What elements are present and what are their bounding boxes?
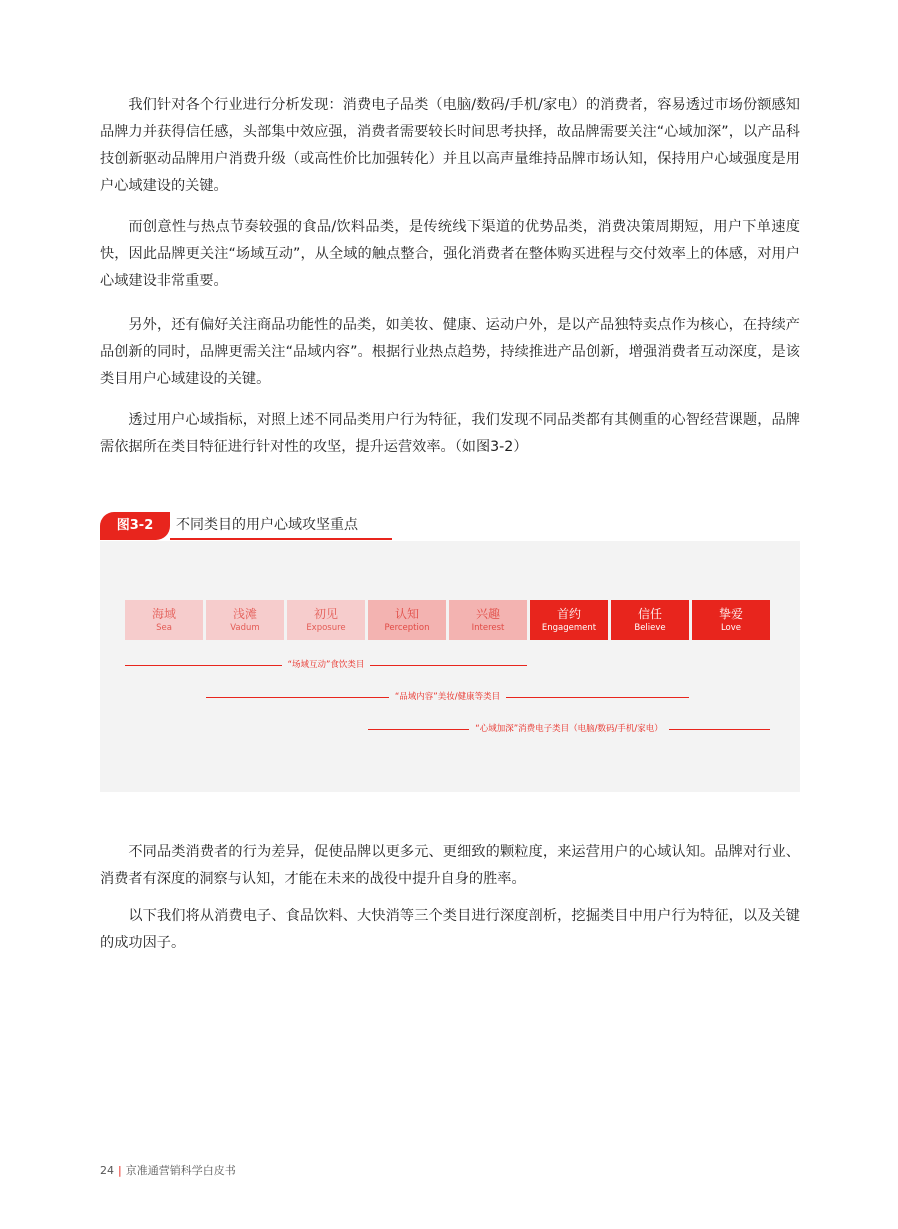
stage-en-label: Vadum [230, 623, 260, 633]
page-number: 24 [100, 1164, 114, 1177]
stage-vadum [206, 600, 284, 640]
scope-label-field-interaction: “场域互动”食饮类目 [287, 660, 365, 670]
footer-separator: | [118, 1164, 122, 1177]
figure-panel [100, 541, 800, 792]
stage-cn-label: 信任 [637, 607, 662, 621]
stage-cn-label: 认知 [394, 607, 419, 621]
stage-en-label: Perception [384, 623, 430, 633]
stage-en-label: Interest [471, 623, 505, 633]
stage-interest [449, 600, 527, 640]
stage-cn-label: 初见 [313, 607, 338, 621]
scope-line-mind-deepening-right [669, 729, 770, 730]
scope-line-field-interaction-right [370, 665, 527, 666]
stage-cn-label: 挚爱 [718, 607, 743, 621]
stage-engagement [530, 600, 608, 640]
scope-line-brand-content-right [506, 697, 689, 698]
figure-title-underline [170, 538, 392, 540]
page-footer [100, 1162, 236, 1178]
stage-perception [368, 600, 446, 640]
stage-exposure [287, 600, 365, 640]
stage-en-label: Exposure [306, 623, 346, 633]
body-paragraph-2: 而创意性与热点节奏较强的食品/饮料品类，是传统线下渠道的优势品类，消费决策周期短，用户下单速度快，因此品牌更关注“场域互动”，从全域的触点整合，强化消费者在整体购买进程与交付效率上的体感，对用户心域建设非常重要。 [100, 219, 800, 289]
figure-label: 图3-2 [100, 512, 170, 540]
stage-cn-label: 海域 [151, 607, 176, 621]
body-paragraph-5: 不同品类消费者的行为差异，促使品牌以更多元、更细致的颗粒度，来运营用户的心域认知。品牌对行业、消费者有深度的洞察与认知，才能在未来的战役中提升自身的胜率。 [100, 844, 800, 887]
scope-line-brand-content-left [206, 697, 389, 698]
scope-line-field-interaction-left [125, 665, 282, 666]
body-paragraph-6: 以下我们将从消费电子、食品饮料、大快消等三个类目进行深度剖析，挖掘类目中用户行为特征，以及关键的成功因子。 [100, 908, 800, 951]
stage-cn-label: 兴趣 [475, 607, 500, 621]
figure-title: 不同类目的用户心域攻坚重点 [176, 517, 358, 533]
body-paragraph-3: 另外，还有偏好关注商品功能性的品类，如美妆、健康、运动户外，是以产品独特卖点作为核心，在持续产品创新的同时，品牌更需关注“品域内容”。根据行业热点趋势，持续推进产品创新，增强消费者互动深度，是该类目用户心域建设的关键。 [100, 317, 800, 387]
scope-label-mind-deepening: “心域加深”消费电子类目（电脑/数码/手机/家电） [475, 724, 663, 734]
stage-believe [611, 600, 689, 640]
stage-cn-label: 首约 [556, 607, 581, 621]
body-paragraph-4: 透过用户心域指标，对照上述不同品类用户行为特征，我们发现不同品类都有其侧重的心智经营课题，品牌需依据所在类目特征进行针对性的攻坚，提升运营效率。（如图3-2） [100, 412, 800, 455]
stage-en-label: Love [720, 623, 742, 633]
stage-en-label: Engagement [541, 623, 597, 633]
stage-sea [125, 600, 203, 640]
scope-line-mind-deepening-left [368, 729, 469, 730]
stage-en-label: Sea [156, 623, 172, 633]
stage-en-label: Believe [634, 623, 666, 633]
stage-cn-label: 浅滩 [232, 607, 257, 621]
stage-love [692, 600, 770, 640]
publication-title: 京准通营销科学白皮书 [125, 1164, 236, 1177]
scope-label-brand-content: “品域内容”美妆/健康等类目 [394, 692, 501, 702]
figure-header [100, 512, 392, 540]
body-paragraph-1: 我们针对各个行业进行分析发现：消费电子品类（电脑/数码/手机/家电）的消费者，容易透过市场份额感知品牌力并获得信任感，头部集中效应强，消费者需要较长时间思考抉择，故品牌需要关注“心域加深”，以产品科技创新驱动品牌用户消费升级（或高性价比加强转化）并且以高声量维持品牌市场认知，保持用户心域强度是用户心域建设的关键。 [100, 97, 800, 194]
